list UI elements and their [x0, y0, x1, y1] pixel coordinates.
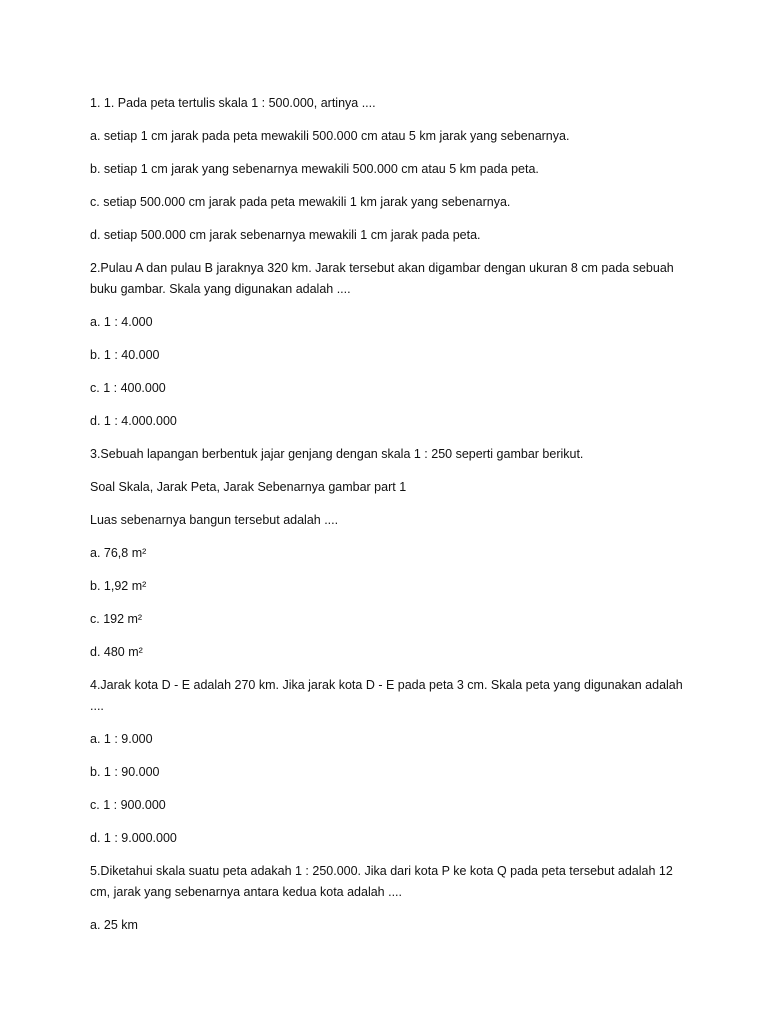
question-4-option-b: b. 1 : 90.000: [90, 765, 160, 779]
question-4-text: 4.Jarak kota D - E adalah 270 km. Jika jarak kota D - E pada peta 3 cm. Skala peta yang digunakan adalah ....: [90, 678, 683, 713]
question-3-option-a: a. 76,8 m²: [90, 546, 147, 560]
question-2-text: 2.Pulau A dan pulau B jaraknya 320 km. Jarak tersebut akan digambar dengan ukuran 8 cm pada sebuah buku gambar. Skala yang digunakan adalah ....: [90, 261, 674, 296]
question-1-text: 1. 1. Pada peta tertulis skala 1 : 500.000, artinya ....: [90, 96, 376, 110]
question-3-prompt: Luas sebenarnya bangun tersebut adalah ....: [90, 513, 339, 527]
question-5-option-a: a. 25 km: [90, 918, 138, 932]
question-3-option-b: b. 1,92 m²: [90, 579, 147, 593]
question-2-option-c: c. 1 : 400.000: [90, 381, 166, 395]
question-5-text: 5.Diketahui skala suatu peta adakah 1 : 250.000. Jika dari kota P ke kota Q pada peta tersebut adalah 12 cm, jarak yang sebenarnya antara kedua kota adalah ....: [90, 864, 673, 899]
question-list: [90, 93, 690, 948]
question-1-option-a: a. setiap 1 cm jarak pada peta mewakili 500.000 cm atau 5 km jarak yang sebenarnya.: [90, 129, 570, 143]
question-3-image-caption: Soal Skala, Jarak Peta, Jarak Sebenarnya gambar part 1: [90, 480, 407, 494]
question-2-option-d: d. 1 : 4.000.000: [90, 414, 177, 428]
question-3-option-c: c. 192 m²: [90, 612, 143, 626]
question-1-option-c: c. setiap 500.000 cm jarak pada peta mewakili 1 km jarak yang sebenarnya.: [90, 195, 511, 209]
question-1-option-b: b. setiap 1 cm jarak yang sebenarnya mewakili 500.000 cm atau 5 km pada peta.: [90, 162, 539, 176]
question-3-option-d: d. 480 m²: [90, 645, 143, 659]
question-3-text: 3.Sebuah lapangan berbentuk jajar genjang dengan skala 1 : 250 seperti gambar berikut.: [90, 447, 584, 461]
question-4-option-a: a. 1 : 9.000: [90, 732, 153, 746]
question-1-option-d: d. setiap 500.000 cm jarak sebenarnya mewakili 1 cm jarak pada peta.: [90, 228, 481, 242]
question-2-option-a: a. 1 : 4.000: [90, 315, 153, 329]
question-4-option-c: c. 1 : 900.000: [90, 798, 166, 812]
question-4-option-d: d. 1 : 9.000.000: [90, 831, 177, 845]
question-2-option-b: b. 1 : 40.000: [90, 348, 160, 362]
